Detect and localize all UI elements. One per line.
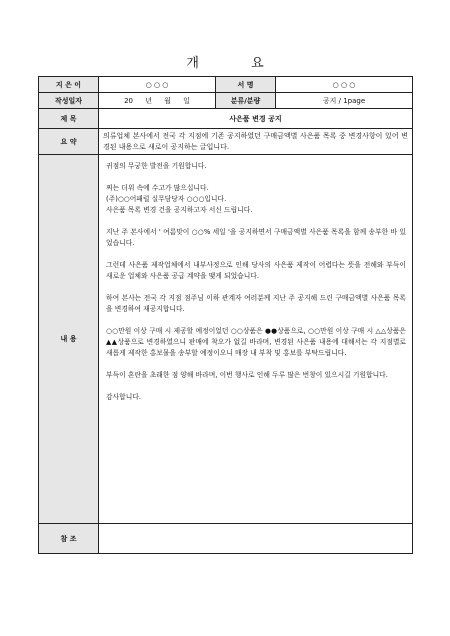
content-paragraph — [106, 370, 406, 381]
summary-label: 요 약 — [39, 129, 99, 155]
content-line: 사은품 목록 변경 건을 공지하고자 서신 드립니다. — [106, 206, 253, 214]
subject-value: 사은품 변경 공지 — [99, 109, 413, 129]
content-paragraph — [106, 326, 406, 359]
content-line: 부득이 혼란을 초래한 점 양해 바라며, 이번 행사로 인해 두루 많은 번창이 있으시길 기원합니다. — [106, 371, 388, 379]
content-paragraph — [106, 260, 406, 282]
signature-label: 서 명 — [216, 77, 276, 93]
date-value: 20 년 월 일 — [99, 93, 216, 109]
reference-value — [99, 524, 413, 554]
content-line: 감사합니다. — [106, 393, 141, 401]
content-paragraph — [106, 392, 406, 403]
date-label: 작성일자 — [39, 93, 99, 109]
content-line: (주)○○어패럴 실무담당자 ○○○입니다. — [106, 195, 227, 203]
document-title: 개 요 — [186, 56, 288, 71]
content-paragraph — [106, 183, 406, 216]
content-paragraph — [106, 227, 406, 249]
content-body — [99, 155, 413, 524]
content-line: ○○만원 이상 구매 시 제공할 예정이었던 ○○상품은 ●●상품으로, ○○만원 이상 구매 시 △△상품은 ▲▲상품으로 변경하였으니 판매에 착오가 없길 바라며, 변경된 사은품 내용에 대해서는 각 지점별로 새롭게 제작한 홍보물을 송부할 예정이오니 매장 내 부착 및 홍보를 부탁드립니다. — [106, 327, 406, 357]
content-line: 찌는 더위 속에 수고가 많으십니다. — [106, 184, 209, 192]
category-value: 공지 / 1page — [276, 93, 413, 109]
category-label: 분류/분량 — [216, 93, 276, 109]
content-line: 그런데 사은품 제작업체에서 내부사정으로 인해 당사의 사은품 제작이 어렵다는 뜻을 전해와 부득이 새로운 업체와 사은품 공급 계약을 맺게 되었습니다. — [106, 261, 406, 280]
summary-form-table — [38, 76, 413, 554]
summary-value: 의류업체 본사에서 전국 각 지점에 기존 공지하였던 구매금액별 사은품 목록 중 변경사항이 있어 변경된 내용으로 새로이 공지하는 글입니다. — [99, 129, 413, 155]
content-line: 하여 본사는 전국 각 지점 점주님 이하 관계자 여러분께 지난 주 공지해 드린 구매금액별 사은품 목록을 변경하여 재공지합니다. — [106, 294, 406, 313]
content-line: 귀점의 무궁한 발전을 기원합니다. — [106, 162, 207, 170]
content-paragraph — [106, 293, 406, 315]
signature-value: ○ ○ ○ — [276, 77, 413, 93]
content-line: 지난 주 본사에서 ' 여름맞이 ○○% 세일 '을 공지하면서 구매금액별 사은품 목록을 함께 송부한 바 있었습니다. — [106, 228, 406, 247]
author-label: 지 은 이 — [39, 77, 99, 93]
author-value: ○ ○ ○ — [99, 77, 216, 93]
content-label: 내 용 — [39, 155, 99, 524]
subject-label: 제 목 — [39, 109, 99, 129]
content-paragraph — [106, 161, 406, 172]
reference-label: 참 조 — [39, 524, 99, 554]
